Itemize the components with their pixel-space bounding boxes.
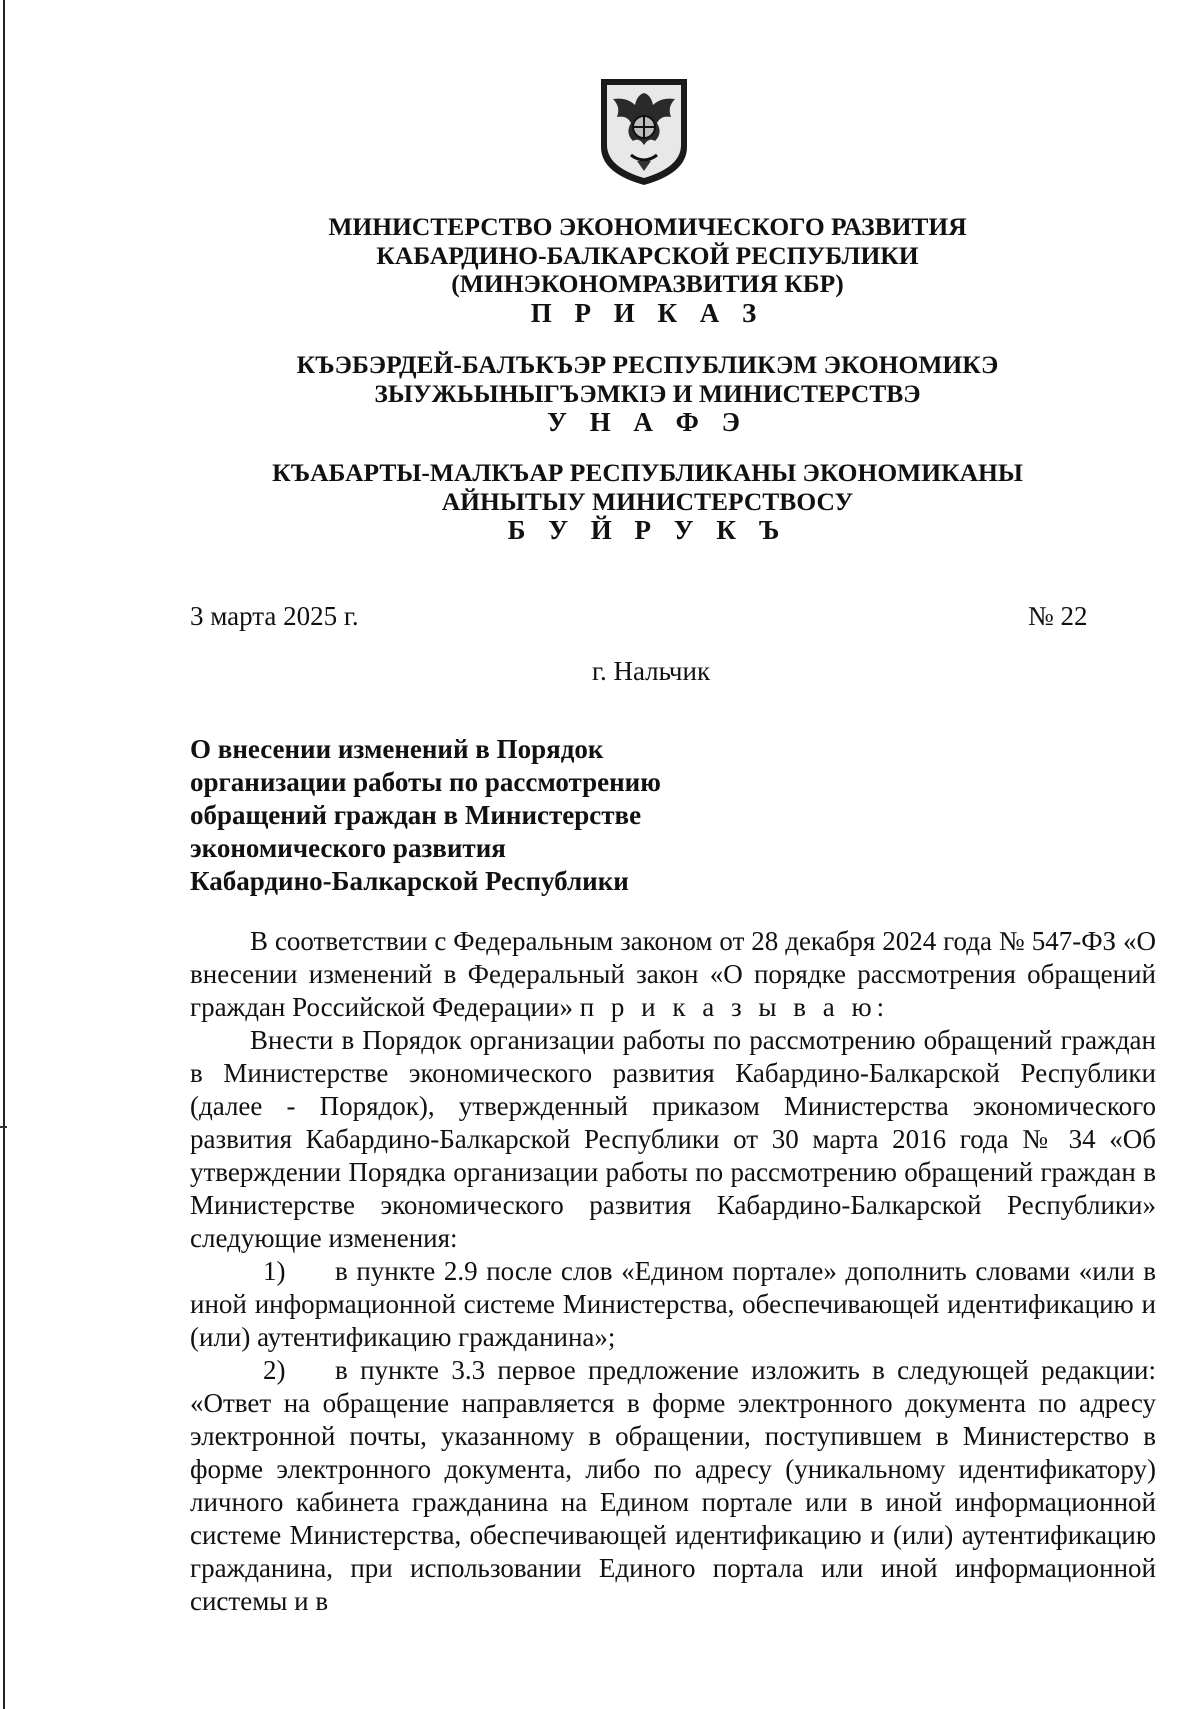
document-type-ru: П Р И К А З (530, 297, 765, 328)
amendment-item-2 (190, 1354, 1156, 1618)
order-title-line-2: организации работы по рассмотрению (190, 767, 661, 797)
document-date: 3 марта 2025 г. (190, 601, 359, 631)
amendment-item-1 (190, 1255, 1156, 1354)
amendment-item-2-text: в пункте 3.3 первое предложение изложить в следующей редакции: «Ответ на обращение направляется в форме электронного документа по адресу электронной почты, указанному в обращении, поступившем в Министерство в форме электронного документа, либо по адресу (уникальному идентификатору) личного кабинета гражданина на Едином портале или в иной информационной системе Министерства, обеспечивающей идентификацию и (или) аутентификацию гражданина, при использовании Единого портала или иной информационной системы и в (190, 1355, 1156, 1616)
header-balkar (180, 459, 1115, 545)
order-title-line-4: экономического развития (190, 833, 506, 863)
preamble-verb: п р и к а з ы в а ю: (579, 992, 890, 1022)
order-title-line-1: О внесении изменений в Порядок (190, 734, 604, 764)
document-type-kbd: У Н А Ф Э (547, 407, 748, 437)
document-city: г. Нальчик (591, 656, 711, 686)
scan-margin-mark (0, 1126, 7, 1128)
document-type-krc: Б У Й Р У К Ъ (507, 515, 788, 545)
amendment-intro-paragraph: Внести в Порядок организации работы по рассмотрению обращений граждан в Министерстве экономического развития Кабардино-Балкарской Республики (далее - Порядок), утвержденный приказом Министерства экономического развития Кабардино-Балкарской Республики от 30 марта 2016 года № 34 «Об утверждении Порядка организации работы по рассмотрению обращений граждан в Министерстве экономического развития Кабардино-Балкарской Республики» следующие изменения: (190, 1025, 1156, 1253)
scan-border (3, 0, 5, 1709)
preamble-text: В соответствии с Федеральным законом от 28 декабря 2024 года № 547-ФЗ «О внесении изменений в Федеральный закон «О порядке рассмотрения обращений граждан Российской Федерации» (190, 926, 1156, 1022)
ministry-name-kbd-line-1: КЪЭБЭРДЕЙ-БАЛЪКЪЭР РЕСПУБЛИКЭМ ЭКОНОМИКЭ (296, 350, 999, 379)
header-kabardian (180, 351, 1115, 437)
order-title-line-3: обращений граждан в Министерстве (190, 800, 642, 830)
ministry-name-kbd-line-2: ЗЫУЖЬЫНЫГЪЭМКIЭ И МИНИСТЕРСТВЭ (374, 378, 921, 408)
document-body (190, 925, 1156, 1618)
order-title (190, 733, 750, 898)
amendment-item-2-number: 2) (263, 1355, 286, 1385)
header-russian (180, 213, 1115, 327)
amendment-item-1-text: в пункте 2.9 после слов «Едином портале» дополнить словами «или в иной информационной системе Министерства, обеспечивающей идентификацию и (или) аутентификацию гражданина»; (190, 1256, 1156, 1352)
ministry-name-krc-line-1: КЪАБАРТЫ-МАЛКЪАР РЕСПУБЛИКАНЫ ЭКОНОМИКАНЫ (272, 458, 1023, 487)
ministry-abbreviation: (МИНЭКОНОМРАЗВИТИЯ КБР) (451, 269, 844, 298)
ministry-name-line-2: КАБАРДИНО-БАЛКАРСКОЙ РЕСПУБЛИКИ (376, 240, 919, 270)
ministry-name-krc-line-2: АЙНЫТЫУ МИНИСТЕРСТВОСУ (441, 486, 854, 516)
order-title-line-5: Кабардино-Балкарской Республики (190, 866, 629, 896)
amendment-item-1-number: 1) (263, 1256, 286, 1286)
preamble-paragraph (190, 925, 1156, 1024)
coat-of-arms-emblem (597, 75, 691, 187)
document-number: № 22 (1028, 601, 1088, 631)
ministry-name-line-1: МИНИСТЕРСТВО ЭКОНОМИЧЕСКОГО РАЗВИТИЯ (328, 212, 967, 241)
